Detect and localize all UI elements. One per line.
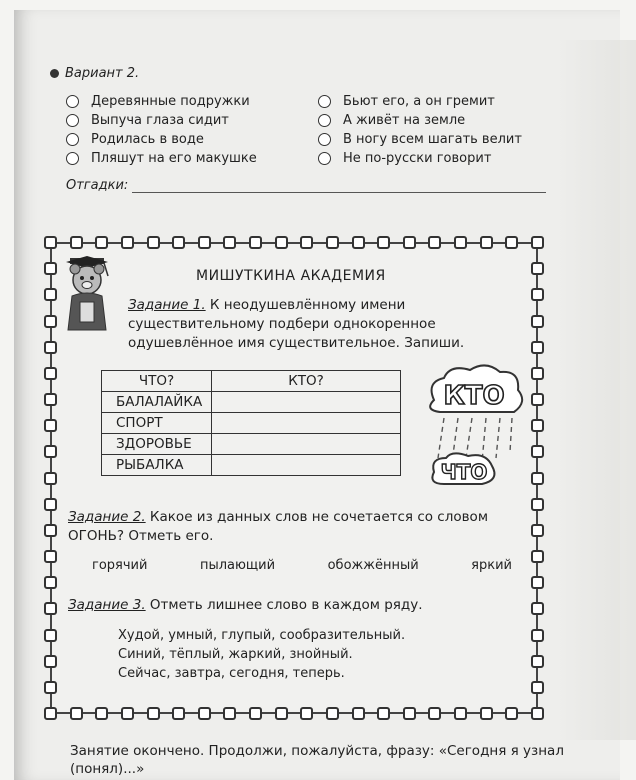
frame-square-icon [44, 367, 57, 380]
table-cell-word: СПОРТ [102, 413, 212, 434]
riddle-item[interactable]: Родилась в воде [66, 130, 257, 149]
word-row[interactable]: Синий, тёплый, жаркий, знойный. [118, 647, 353, 662]
frame-square-icon [223, 236, 236, 249]
kto-text: КТО [443, 381, 505, 411]
frame-square-icon [44, 472, 57, 485]
answer-circle-icon[interactable] [66, 133, 79, 146]
table-header-who: КТО? [212, 371, 401, 392]
frame-square-icon [531, 655, 544, 668]
answer-circle-icon[interactable] [318, 95, 331, 108]
task-3 [68, 596, 528, 615]
fire-word-options [92, 558, 512, 573]
frame-square-icon [44, 445, 57, 458]
frame-square-icon [300, 236, 313, 249]
frame-square-icon [531, 550, 544, 563]
answers-row [66, 178, 546, 193]
table-answer-cell[interactable] [212, 434, 401, 455]
word-option[interactable]: обожжённый [327, 558, 419, 573]
frame-square-icon [275, 236, 288, 249]
frame-square-icon [249, 707, 262, 720]
frame-square-icon [44, 550, 57, 563]
riddle-item[interactable]: В ногу всем шагать велит [318, 130, 522, 149]
answer-circle-icon[interactable] [318, 114, 331, 127]
frame-square-icon [172, 236, 185, 249]
frame-square-icon [44, 262, 57, 275]
answer-circle-icon[interactable] [318, 152, 331, 165]
task-2 [68, 508, 528, 546]
frame-square-icon [531, 498, 544, 511]
frame-square-icon [531, 419, 544, 432]
frame-square-icon [531, 341, 544, 354]
table-answer-cell[interactable] [212, 455, 401, 476]
frame-square-icon [44, 681, 57, 694]
frame-square-icon [121, 236, 134, 249]
frame-square-icon [44, 629, 57, 642]
what-who-table [101, 370, 401, 476]
table-answer-cell[interactable] [212, 413, 401, 434]
riddle-item[interactable]: Выпуча глаза сидит [66, 111, 257, 130]
frame-square-icon [95, 707, 108, 720]
frame-square-icon [480, 707, 493, 720]
answer-circle-icon[interactable] [66, 114, 79, 127]
frame-square-icon [172, 707, 185, 720]
frame-square-icon [377, 707, 390, 720]
word-row[interactable]: Сейчас, завтра, сегодня, теперь. [118, 666, 345, 681]
riddle-item[interactable]: Деревянные подружки [66, 92, 257, 111]
frame-square-icon [352, 236, 365, 249]
frame-square-icon [531, 472, 544, 485]
bear-graduate-icon [60, 256, 118, 334]
task-3-text: Отметь лишнее слово в каждом ряду. [149, 597, 423, 613]
kto-cloud-illustration [420, 362, 528, 492]
frame-square-icon [275, 707, 288, 720]
task-1 [128, 296, 528, 353]
frame-square-icon [377, 236, 390, 249]
table-header-what: ЧТО? [102, 371, 212, 392]
frame-square-icon [44, 576, 57, 589]
frame-square-icon [44, 315, 57, 328]
task-2-label: Задание 2. [68, 509, 146, 525]
frame-square-icon [44, 393, 57, 406]
task-3-rows [118, 626, 405, 683]
riddle-item[interactable]: Бьют его, а он гремит [318, 92, 522, 111]
answers-label: Отгадки: [66, 178, 129, 193]
frame-square-icon [95, 236, 108, 249]
word-option[interactable]: горячий [92, 558, 148, 573]
variant-heading: Вариант 2. [50, 66, 139, 81]
answer-circle-icon[interactable] [66, 152, 79, 165]
frame-square-icon [44, 288, 57, 301]
frame-square-icon [531, 315, 544, 328]
bullet-icon [50, 69, 59, 78]
lesson-footer: Занятие окончено. Продолжи, пожалуйста, фразу: «Сегодня я узнал (понял)...» [70, 743, 564, 777]
frame-square-icon [531, 524, 544, 537]
answer-circle-icon[interactable] [66, 95, 79, 108]
table-answer-cell[interactable] [212, 392, 401, 413]
word-option[interactable]: яркий [471, 558, 512, 573]
frame-square-icon [505, 707, 518, 720]
frame-square-icon [531, 629, 544, 642]
frame-square-icon [403, 707, 416, 720]
frame-square-icon [403, 236, 416, 249]
frame-square-icon [531, 576, 544, 589]
table-cell-word: ЗДОРОВЬЕ [102, 434, 212, 455]
table-row [102, 434, 401, 455]
chto-text: ЧТО [440, 460, 488, 484]
frame-square-icon [198, 707, 211, 720]
frame-square-icon [44, 341, 57, 354]
frame-square-icon [531, 288, 544, 301]
frame-square-icon [531, 236, 544, 249]
frame-square-icon [505, 236, 518, 249]
frame-square-icon [428, 707, 441, 720]
frame-square-icon [147, 236, 160, 249]
frame-square-icon [44, 524, 57, 537]
frame-square-icon [147, 707, 160, 720]
riddles-right-column [318, 92, 522, 168]
table-row [102, 455, 401, 476]
answer-circle-icon[interactable] [318, 133, 331, 146]
frame-square-icon [44, 655, 57, 668]
riddle-item[interactable]: Пляшут на его макушке [66, 149, 257, 168]
frame-square-icon [223, 707, 236, 720]
riddle-item[interactable]: Не по-русски говорит [318, 149, 522, 168]
frame-square-icon [44, 602, 57, 615]
frame-square-icon [531, 367, 544, 380]
frame-square-icon [531, 707, 544, 720]
frame-square-icon [44, 419, 57, 432]
frame-square-icon [480, 236, 493, 249]
riddles-left-column [66, 92, 257, 168]
task-2-text: Какое из данных слов не сочетается со словом ОГОНЬ? Отметь его. [68, 509, 489, 544]
frame-square-icon [531, 681, 544, 694]
frame-square-icon [531, 262, 544, 275]
table-row [102, 413, 401, 434]
frame-square-icon [326, 236, 339, 249]
frame-square-icon [531, 602, 544, 615]
frame-square-icon [121, 707, 134, 720]
task-1-label: Задание 1. [128, 297, 206, 313]
frame-square-icon [352, 707, 365, 720]
frame-square-icon [300, 707, 313, 720]
riddle-item[interactable]: А живёт на земле [318, 111, 522, 130]
task-3-label: Задание 3. [68, 597, 146, 613]
answers-input-line[interactable] [132, 180, 546, 193]
word-option[interactable]: пылающий [199, 558, 276, 573]
frame-square-icon [531, 445, 544, 458]
frame-square-icon [428, 236, 441, 249]
academy-title: МИШУТКИНА АКАДЕМИЯ [196, 268, 386, 284]
frame-square-icon [198, 236, 211, 249]
frame-square-icon [70, 236, 83, 249]
word-row[interactable]: Худой, умный, глупый, сообразительный. [118, 628, 406, 643]
frame-square-icon [326, 707, 339, 720]
frame-square-icon [531, 393, 544, 406]
task-1-text: К неодушевлённому имени существительному подбери однокоренное одушевлённое имя существительное. Запиши. [128, 297, 465, 351]
frame-square-icon [70, 707, 83, 720]
frame-square-icon [44, 498, 57, 511]
frame-square-icon [454, 707, 467, 720]
table-row [102, 392, 401, 413]
frame-square-icon [454, 236, 467, 249]
frame-square-icon [249, 236, 262, 249]
frame-square-icon [44, 707, 57, 720]
frame-square-icon [44, 236, 57, 249]
table-cell-word: РЫБАЛКА [102, 455, 212, 476]
table-cell-word: БАЛАЛАЙКА [102, 392, 212, 413]
